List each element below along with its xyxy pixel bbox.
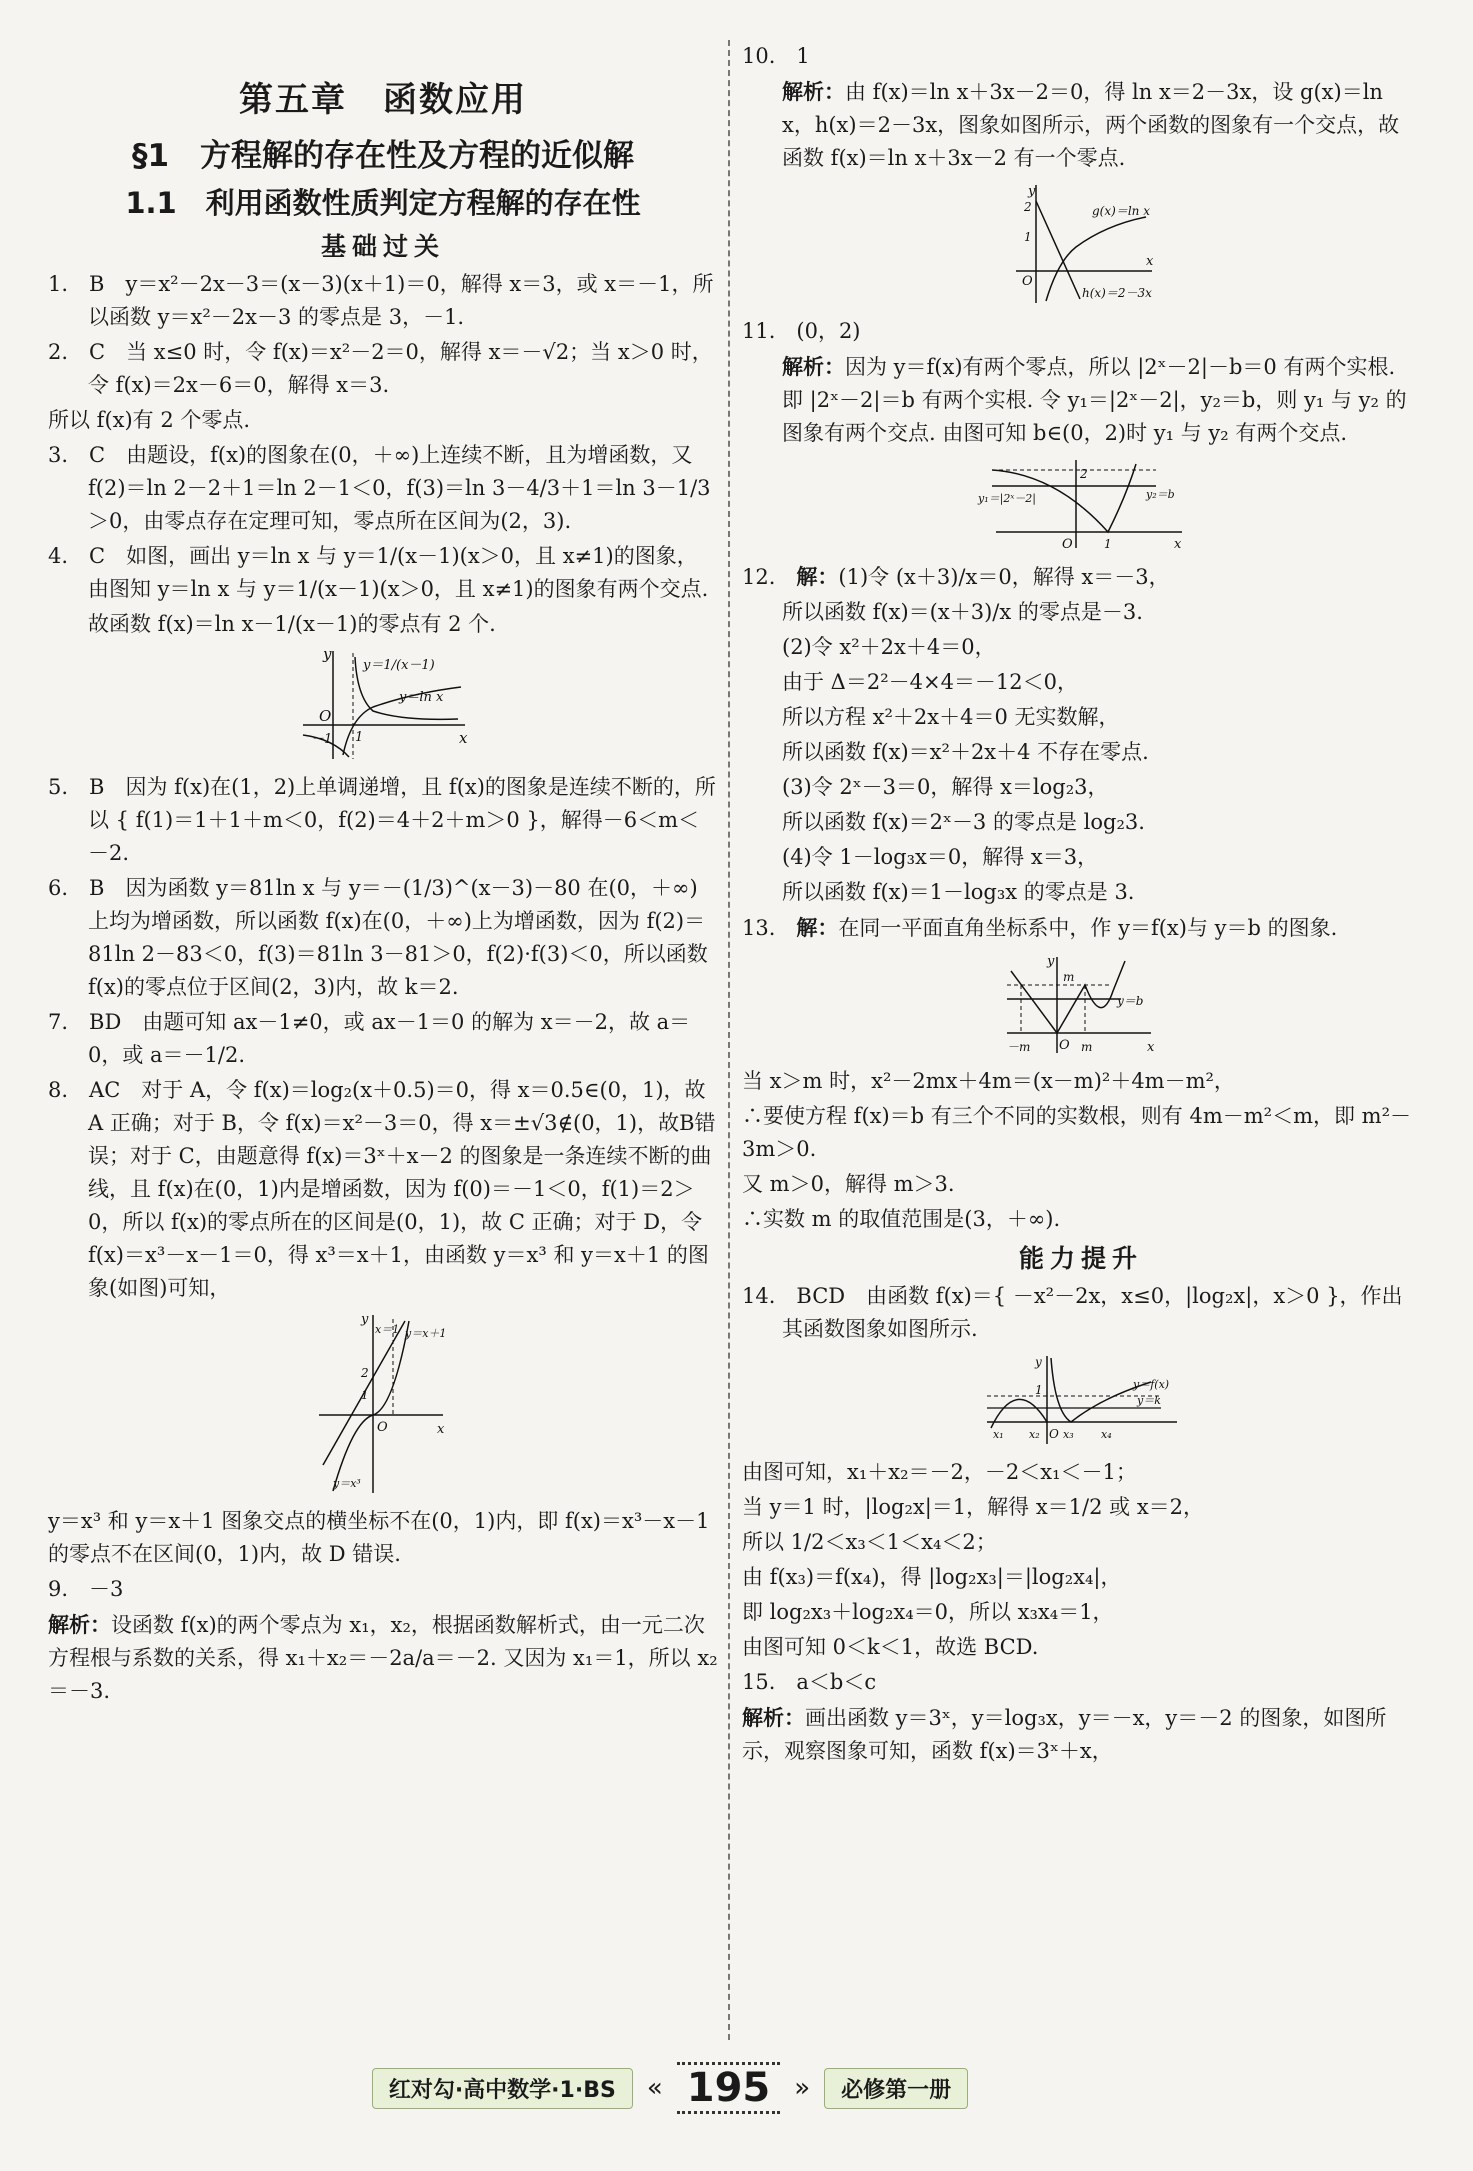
line-label: y＝k [1137,1394,1161,1407]
axis-x-label: x [1174,537,1182,552]
tick-label: 2 [1080,467,1088,481]
origin-label: O [1049,1427,1059,1441]
answer-13-line-5: ∴实数 m 的取值范围是(3，＋∞). [742,1207,1061,1231]
answer-15: 15. a＜b＜c [742,1670,877,1694]
answer-1: 1. B y＝x²－2x－3＝(x－3)(x＋1)＝0，解得 x＝3，或 x＝－1，所以函数 y＝x²－2x－3 的零点是 3，－1. [48,272,714,329]
line-label: x＝1 [375,1323,400,1336]
tick-label: m [1063,970,1075,984]
tick-label: 1 [1104,537,1112,551]
analysis-label: 解析： [48,1612,111,1637]
analysis-label: 解析： [742,1705,805,1730]
analysis-label: 解析： [782,79,845,104]
right-column [742,40,1420,1770]
answer-10-analysis [742,75,1420,175]
answer-10: 10. 1 [742,44,810,68]
answer-6: 6. B 因为函数 y＝81ln x 与 y＝－(1/3)^(x－3)－80 在(0，＋∞)上均为增函数，所以函数 f(x)在(0，＋∞)上为增函数，因为 f(2)＝81ln 2－83＜0，f(3)＝81ln 3－81＞0，f(2)·f(3)＜0，所以函数 f(x)的零点位于区间(2，3)内，故 k＝2. [48,876,715,999]
answer-12 [742,560,1420,594]
tick-label: 1 [355,730,364,745]
answer-4-cont: 故函数 f(x)＝ln x－1/(x－1)的零点有 2 个. [88,612,496,636]
answer-12-line-5: 所以方程 x²＋2x＋4＝0 无实数解， [782,705,1120,729]
figure-14 [742,1352,1420,1448]
figure-13 [742,951,1420,1057]
answer-12-line-3: (2)令 x²＋2x＋4＝0， [782,635,996,659]
origin-label: O [1062,537,1073,552]
answer-15-text: 画出函数 y＝3ˣ，y＝log₃x，y＝－x，y＝－2 的图象，如图所示，观察图象可知，函数 f(x)＝3ˣ＋x， [742,1706,1387,1763]
advanced-heading: 能力提升 [1018,1244,1143,1273]
column-divider [728,40,730,2040]
curve-label: y＝f(x) [1133,1378,1170,1391]
answer-4: 4. C 如图，画出 y＝ln x 与 y＝1/(x－1)(x＞0，且 x≠1)的图象，由图知 y＝ln x 与 y＝1/(x－1)(x＞0，且 x≠1)的图象有两个交点. [48,544,709,601]
graph-ln-vs-line [1006,181,1156,307]
tick-label: 1 [1035,1383,1043,1397]
section-title: §1 方程解的存在性及方程的近似解 [131,138,635,174]
axis-y-label: y [1028,184,1036,199]
book-title: 红对勾·高中数学·1·BS [372,2068,633,2109]
figure-11 [742,456,1420,552]
graph-piecewise-m [1001,951,1161,1057]
answer-12-line-2: 所以函数 f(x)＝(x＋3)/x 的零点是－3. [782,600,1143,624]
answer-9: 9. －3 [48,1577,124,1601]
origin-label: O [319,707,332,725]
answer-14-line-2: 当 y＝1 时，|log₂x|＝1，解得 x＝1/2 或 x＝2， [742,1495,1205,1519]
answer-13-line-3: ∴要使方程 f(x)＝b 有三个不同的实数根，则有 4m－m²＜m，即 m²－3m＞0. [742,1104,1411,1161]
tick-label: －1 [311,732,333,747]
curve-label: g(x)＝ln x [1092,204,1150,218]
axis-y-label: y [1047,954,1055,969]
root-label: x₂ [1029,1428,1040,1441]
tick-label: m [1081,1040,1093,1054]
answer-14-line-1: 由图可知，x₁＋x₂＝－2，－2＜x₁＜－1； [742,1460,1137,1484]
curve-label: y＝1/(x－1) [363,658,435,673]
origin-label: O [1022,274,1033,289]
tick-label: 1 [361,1388,369,1402]
answer-2-cont: 所以 f(x)有 2 个零点. [48,408,251,432]
left-column [48,40,718,1710]
tick-label: 2 [1024,200,1032,214]
axis-x-label: x [437,1422,445,1437]
answer-14: 14. BCD 由函数 f(x)＝{ －x²－2x，x≤0，|log₂x|，x＞0 }，作出其函数图象如图所示. [742,1284,1403,1341]
answer-11-analysis [742,350,1420,450]
graph-abs-exponential [976,456,1186,552]
answer-9-analysis [48,1608,718,1708]
answer-12-line-1: (1)令 (x＋3)/x＝0，解得 x＝－3， [838,565,1170,589]
tick-label: 2 [361,1366,369,1380]
axis-y-label: y [323,647,332,663]
line-label: h(x)＝2－3x [1082,286,1152,300]
axis-x-label: x [1147,1040,1155,1055]
answer-8: 8. AC 对于 A，令 f(x)＝log₂(x＋0.5)＝0，得 x＝0.5∈(0，1)，故 A 正确；对于 B，令 f(x)＝x²－3＝0，得 x＝±√3∉(0，1)，故B错误；对于 C，由题意得 f(x)＝3ˣ＋x－2 的图象是一条连续不断的曲线，且 f(x)在(0，1)内是增函数，因为 f(0)＝－1＜0，f(1)＝2＞0，所以 f(x)的零点所在的区间是(0，1)，故 C 正确；对于 D，令 f(x)＝x³－x－1＝0，得 x³＝x＋1，由函数 y＝x³ 和 y＝x＋1 的图象(如图)可知， [48,1078,716,1300]
graph-cubic-line [313,1311,453,1497]
answer-9-text: 设函数 f(x)的两个零点为 x₁，x₂，根据函数解析式，由一元二次方程根与系数的关系，得 x₁＋x₂＝－2a/a＝－2. 又因为 x₁＝1，所以 x₂＝－3. [48,1613,718,1703]
answer-12-line-6: 所以函数 f(x)＝x²＋2x＋4 不存在零点. [782,740,1149,764]
root-label: x₄ [1101,1428,1112,1441]
basic-heading: 基础过关 [320,232,445,261]
curve-label: y₁＝|2ˣ－2| [978,492,1036,505]
answer-13-line-2: 当 x＞m 时，x²－2mx＋4m＝(x－m)²＋4m－m²， [742,1069,1235,1093]
left-angle-quote: « [646,2073,663,2103]
answer-14-line-5: 即 log₂x₃＋log₂x₄＝0，所以 x₃x₄＝1， [742,1600,1114,1624]
answer-5: 5. B 因为 f(x)在(1，2)上单调递增，且 f(x)的图象是连续不断的，所以 { f(1)＝1＋1＋m＜0，f(2)＝4＋2＋m＞0 }，解得－6＜m＜－2. [48,775,716,865]
answer-12-number: 12. [742,565,797,589]
answer-2: 2. C 当 x≤0 时，令 f(x)＝x²－2＝0，解得 x＝－√2；当 x＞0 时，令 f(x)＝2x－6＝0，解得 x＝3. [48,340,713,397]
curve-label: y＝ln x [399,690,444,705]
origin-label: O [1059,1038,1070,1053]
right-angle-quote: » [794,2073,811,2103]
line-label: y＝b [1117,994,1144,1008]
axis-y-label: y [1035,1355,1042,1369]
answer-15-analysis [742,1701,1420,1768]
origin-label: O [377,1420,388,1435]
answer-8-cont: y＝x³ 和 y＝x＋1 图象交点的横坐标不在(0，1)内，即 f(x)＝x³－x－1 的零点不在区间(0，1)内，故 D 错误. [48,1509,717,1566]
answer-3: 3. C 由题设，f(x)的图象在(0，＋∞)上连续不断，且为增函数，又 f(2)＝ln 2－2＋1＝ln 2－1＜0，f(3)＝ln 3－4/3＋1＝ln 3－1/3＞0，由零点存在定理可知，零点所在区间为(2，3). [48,443,711,533]
page-footer [310,2062,1030,2114]
analysis-label: 解析： [782,354,845,379]
subsection-title: 1.1 利用函数性质判定方程解的存在性 [125,186,641,220]
answer-14-line-6: 由图可知 0＜k＜1，故选 BCD. [742,1635,1039,1659]
volume-label: 必修第一册 [824,2068,968,2109]
tick-label: 1 [1024,230,1032,244]
answer-14-line-3: 所以 1/2＜x₃＜1＜x₄＜2； [742,1530,997,1554]
answer-12-line-9: (4)令 1－log₃x＝0，解得 x＝3， [782,845,1099,869]
line-label: y＝x＋1 [405,1327,447,1340]
chapter-title: 第五章 函数应用 [239,80,527,120]
figure-8 [48,1311,718,1497]
answer-11: 11. (0，2) [742,319,861,343]
root-label: x₃ [1063,1428,1074,1441]
axis-x-label: x [1146,254,1154,269]
answer-13-line-1: 在同一平面直角坐标系中，作 y＝f(x)与 y＝b 的图象. [838,916,1338,940]
answer-7: 7. BD 由题可知 ax－1≠0，或 ax－1＝0 的解为 x＝－2，故 a＝0，或 a＝－1/2. [48,1010,691,1067]
answer-11-text: 因为 y＝f(x)有两个零点，所以 |2ˣ－2|－b＝0 有两个实根. 即 |2ˣ－2|＝b 有两个实根. 令 y₁＝|2ˣ－2|，y₂＝b，则 y₁ 与 y₂ 的图象有两个交点. 由图可知 b∈(0，2)时 y₁ 与 y₂ 有两个交点. [782,355,1407,445]
line-label: y₂＝b [1146,488,1175,501]
figure-4 [48,647,718,763]
answer-14-line-4: 由 f(x₃)＝f(x₄)，得 |log₂x₃|＝|log₂x₄|， [742,1565,1122,1589]
figure-10 [742,181,1420,307]
solution-label: 解： [796,915,839,940]
axis-y-label: y [361,1312,369,1327]
answer-12-line-10: 所以函数 f(x)＝1－log₃x 的零点是 3. [782,880,1135,904]
graph-piecewise-log [981,1352,1181,1448]
answer-10-text: 由 f(x)＝ln x＋3x－2＝0，得 ln x＝2－3x，设 g(x)＝ln x，h(x)＝2－3x，图象如图所示，两个函数的图象有一个交点，故函数 f(x)＝ln x＋3x－2 有一个零点. [782,80,1400,170]
solution-label: 解： [796,564,839,589]
answer-13-number: 13. [742,916,797,940]
answer-12-line-8: 所以函数 f(x)＝2ˣ－3 的零点是 log₂3. [782,810,1145,834]
answer-13-line-4: 又 m＞0，解得 m＞3. [742,1172,955,1196]
graph-ln-x-reciprocal [293,647,473,763]
answer-12-line-7: (3)令 2ˣ－3＝0，解得 x＝log₂3， [782,775,1109,799]
axis-x-label: x [459,729,468,747]
answer-12-line-4: 由于 Δ＝2²－4×4＝－12＜0， [782,670,1079,694]
tick-label: －m [1007,1040,1031,1054]
curve-label: y＝x³ [333,1477,361,1490]
answer-13 [742,911,1420,945]
root-label: x₁ [993,1428,1004,1441]
page-number: 195 [677,2062,781,2114]
